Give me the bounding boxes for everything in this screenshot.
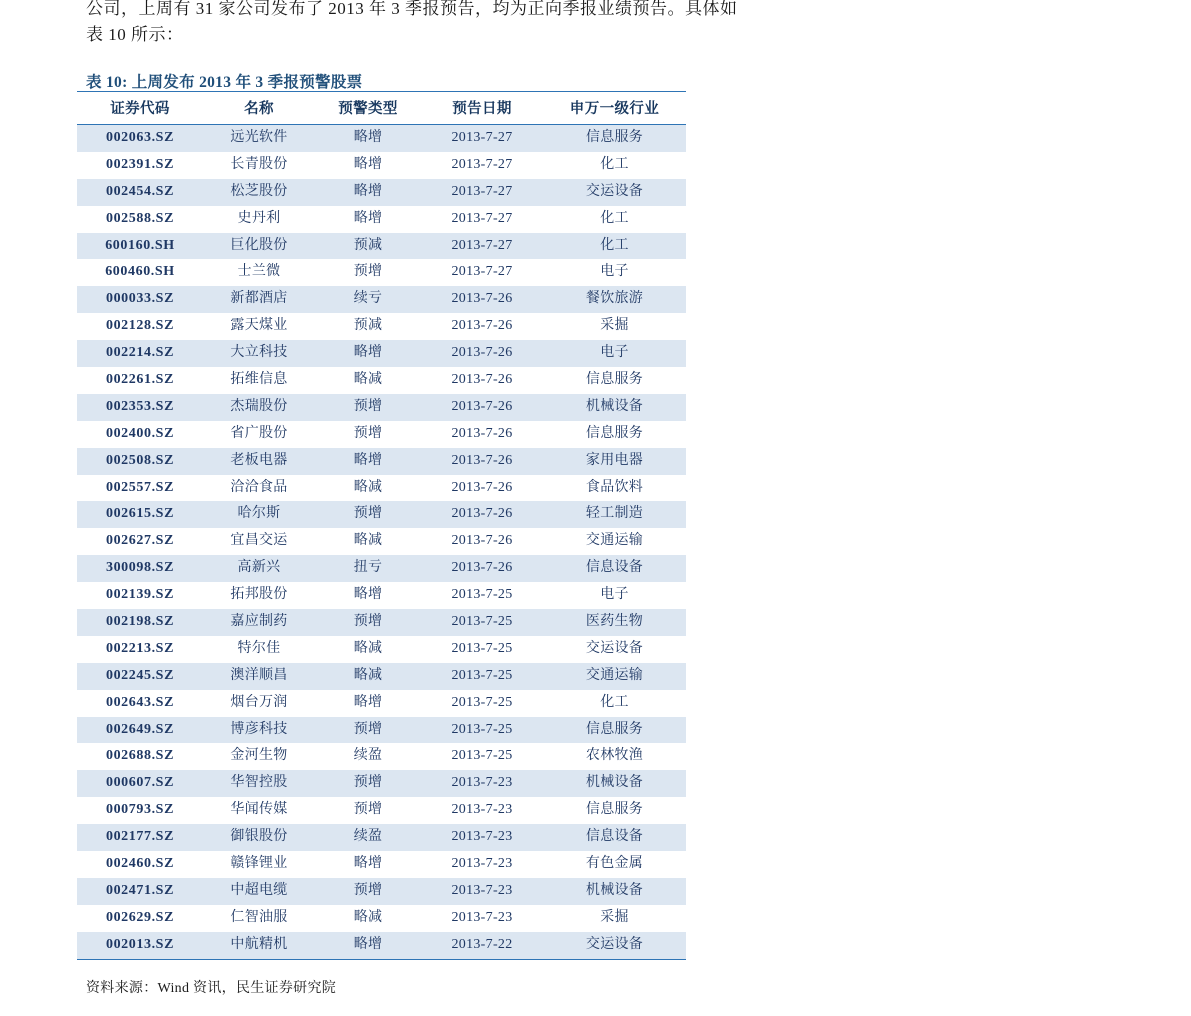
- cell-announce-date: 2013-7-26: [421, 313, 543, 340]
- cell-announce-date: 2013-7-26: [421, 528, 543, 555]
- cell-warning-type: 预增: [315, 394, 421, 421]
- cell-announce-date: 2013-7-23: [421, 878, 543, 905]
- cell-industry: 机械设备: [543, 770, 686, 797]
- cell-announce-date: 2013-7-27: [421, 206, 543, 233]
- cell-warning-type: 预增: [315, 717, 421, 744]
- cell-warning-type: 略增: [315, 340, 421, 367]
- cell-industry: 信息服务: [543, 717, 686, 744]
- cell-name: 露天煤业: [203, 313, 315, 340]
- table-row: [77, 367, 686, 394]
- cell-warning-type: 略减: [315, 905, 421, 932]
- cell-warning-type: 预增: [315, 259, 421, 286]
- table-row: [77, 501, 686, 528]
- cell-name: 洽洽食品: [203, 475, 315, 502]
- cell-announce-date: 2013-7-26: [421, 448, 543, 475]
- cell-announce-date: 2013-7-26: [421, 394, 543, 421]
- cell-warning-type: 略增: [315, 932, 421, 959]
- cell-industry: 化工: [543, 152, 686, 179]
- cell-name: 松芝股份: [203, 179, 315, 206]
- cell-code: 002649.SZ: [77, 717, 203, 744]
- table-row: [77, 475, 686, 502]
- table-row: [77, 797, 686, 824]
- cell-announce-date: 2013-7-26: [421, 340, 543, 367]
- cell-industry: 交运设备: [543, 636, 686, 663]
- cell-warning-type: 预减: [315, 313, 421, 340]
- cell-code: 002139.SZ: [77, 582, 203, 609]
- cell-warning-type: 预增: [315, 797, 421, 824]
- cell-warning-type: 略增: [315, 690, 421, 717]
- cell-industry: 机械设备: [543, 878, 686, 905]
- table-row: [77, 421, 686, 448]
- cell-name: 烟台万润: [203, 690, 315, 717]
- cell-industry: 化工: [543, 206, 686, 233]
- cell-announce-date: 2013-7-26: [421, 555, 543, 582]
- cell-name: 博彦科技: [203, 717, 315, 744]
- cell-announce-date: 2013-7-25: [421, 743, 543, 770]
- cell-announce-date: 2013-7-26: [421, 421, 543, 448]
- cell-warning-type: 略增: [315, 125, 421, 152]
- cell-announce-date: 2013-7-27: [421, 259, 543, 286]
- cell-industry: 机械设备: [543, 394, 686, 421]
- intro-paragraph-line-1: 公司，上周有 31 家公司发布了 2013 年 3 季报预告，均为正向季报业绩预告。具体如: [86, 0, 738, 18]
- cell-code: 002557.SZ: [77, 475, 203, 502]
- table-header-row: [77, 92, 686, 125]
- table-container: [77, 91, 686, 960]
- cell-name: 华闻传媒: [203, 797, 315, 824]
- cell-code: 300098.SZ: [77, 555, 203, 582]
- cell-industry: 交运设备: [543, 179, 686, 206]
- cell-warning-type: 扭亏: [315, 555, 421, 582]
- cell-warning-type: 预增: [315, 770, 421, 797]
- cell-announce-date: 2013-7-26: [421, 501, 543, 528]
- cell-industry: 家用电器: [543, 448, 686, 475]
- cell-industry: 信息服务: [543, 367, 686, 394]
- cell-code: 002508.SZ: [77, 448, 203, 475]
- cell-announce-date: 2013-7-27: [421, 152, 543, 179]
- cell-announce-date: 2013-7-26: [421, 475, 543, 502]
- cell-warning-type: 略增: [315, 152, 421, 179]
- table-row: [77, 743, 686, 770]
- cell-industry: 信息设备: [543, 555, 686, 582]
- cell-name: 拓邦股份: [203, 582, 315, 609]
- cell-announce-date: 2013-7-23: [421, 770, 543, 797]
- cell-industry: 采掘: [543, 313, 686, 340]
- cell-code: 002460.SZ: [77, 851, 203, 878]
- cell-industry: 信息服务: [543, 421, 686, 448]
- cell-code: 002063.SZ: [77, 125, 203, 152]
- cell-announce-date: 2013-7-26: [421, 367, 543, 394]
- cell-code: 600460.SH: [77, 259, 203, 286]
- table-row: [77, 582, 686, 609]
- cell-code: 002615.SZ: [77, 501, 203, 528]
- cell-name: 高新兴: [203, 555, 315, 582]
- cell-name: 赣锋锂业: [203, 851, 315, 878]
- table-row: [77, 609, 686, 636]
- column-header-warning-type: 预警类型: [315, 92, 421, 125]
- cell-warning-type: 略增: [315, 851, 421, 878]
- cell-name: 士兰微: [203, 259, 315, 286]
- table-row: [77, 770, 686, 797]
- cell-announce-date: 2013-7-25: [421, 717, 543, 744]
- cell-code: 002198.SZ: [77, 609, 203, 636]
- cell-industry: 农林牧渔: [543, 743, 686, 770]
- cell-name: 特尔佳: [203, 636, 315, 663]
- cell-warning-type: 预增: [315, 421, 421, 448]
- cell-announce-date: 2013-7-23: [421, 797, 543, 824]
- column-header-name: 名称: [203, 92, 315, 125]
- cell-warning-type: 略增: [315, 179, 421, 206]
- cell-name: 哈尔斯: [203, 501, 315, 528]
- cell-code: 000033.SZ: [77, 286, 203, 313]
- cell-announce-date: 2013-7-25: [421, 636, 543, 663]
- table-row: [77, 663, 686, 690]
- cell-industry: 餐饮旅游: [543, 286, 686, 313]
- cell-announce-date: 2013-7-25: [421, 609, 543, 636]
- cell-warning-type: 略减: [315, 367, 421, 394]
- cell-announce-date: 2013-7-25: [421, 663, 543, 690]
- cell-announce-date: 2013-7-27: [421, 179, 543, 206]
- cell-name: 仁智油服: [203, 905, 315, 932]
- cell-industry: 信息设备: [543, 824, 686, 851]
- table-row: [77, 636, 686, 663]
- cell-warning-type: 预增: [315, 878, 421, 905]
- table-row: [77, 824, 686, 851]
- table-row: [77, 717, 686, 744]
- cell-code: 002214.SZ: [77, 340, 203, 367]
- cell-warning-type: 续盈: [315, 743, 421, 770]
- cell-name: 新都酒店: [203, 286, 315, 313]
- cell-name: 华智控股: [203, 770, 315, 797]
- cell-name: 长青股份: [203, 152, 315, 179]
- cell-warning-type: 续亏: [315, 286, 421, 313]
- cell-code: 002400.SZ: [77, 421, 203, 448]
- cell-warning-type: 略增: [315, 206, 421, 233]
- cell-industry: 有色金属: [543, 851, 686, 878]
- cell-announce-date: 2013-7-27: [421, 233, 543, 260]
- cell-name: 老板电器: [203, 448, 315, 475]
- cell-warning-type: 续盈: [315, 824, 421, 851]
- cell-code: 600160.SH: [77, 233, 203, 260]
- cell-code: 002177.SZ: [77, 824, 203, 851]
- cell-code: 002353.SZ: [77, 394, 203, 421]
- table-row: [77, 286, 686, 313]
- cell-warning-type: 略减: [315, 663, 421, 690]
- cell-warning-type: 略减: [315, 475, 421, 502]
- cell-code: 002627.SZ: [77, 528, 203, 555]
- table-row: [77, 690, 686, 717]
- cell-industry: 食品饮料: [543, 475, 686, 502]
- table-row: [77, 259, 686, 286]
- cell-industry: 电子: [543, 340, 686, 367]
- cell-warning-type: 预减: [315, 233, 421, 260]
- column-header-industry: 申万一级行业: [543, 92, 686, 125]
- cell-industry: 交通运输: [543, 528, 686, 555]
- cell-warning-type: 略增: [315, 448, 421, 475]
- cell-industry: 交通运输: [543, 663, 686, 690]
- cell-name: 金河生物: [203, 743, 315, 770]
- cell-name: 宜昌交运: [203, 528, 315, 555]
- cell-name: 远光软件: [203, 125, 315, 152]
- stock-warning-table: [77, 91, 686, 960]
- source-note: 资料来源：Wind 资讯，民生证券研究院: [86, 981, 337, 996]
- cell-warning-type: 预增: [315, 501, 421, 528]
- cell-warning-type: 预增: [315, 609, 421, 636]
- cell-announce-date: 2013-7-22: [421, 932, 543, 959]
- cell-name: 杰瑞股份: [203, 394, 315, 421]
- cell-warning-type: 略增: [315, 582, 421, 609]
- intro-paragraph-line-2: 表 10 所示：: [86, 25, 184, 44]
- table-row: [77, 932, 686, 959]
- column-header-code: 证券代码: [77, 92, 203, 125]
- cell-industry: 信息服务: [543, 125, 686, 152]
- cell-announce-date: 2013-7-26: [421, 286, 543, 313]
- cell-announce-date: 2013-7-23: [421, 824, 543, 851]
- cell-industry: 采掘: [543, 905, 686, 932]
- cell-code: 002245.SZ: [77, 663, 203, 690]
- cell-warning-type: 略减: [315, 528, 421, 555]
- table-row: [77, 206, 686, 233]
- cell-announce-date: 2013-7-23: [421, 851, 543, 878]
- table-row: [77, 313, 686, 340]
- cell-code: 000793.SZ: [77, 797, 203, 824]
- table-row: [77, 179, 686, 206]
- table-row: [77, 878, 686, 905]
- table-row: [77, 448, 686, 475]
- cell-announce-date: 2013-7-27: [421, 125, 543, 152]
- cell-name: 史丹利: [203, 206, 315, 233]
- cell-name: 嘉应制药: [203, 609, 315, 636]
- cell-industry: 化工: [543, 233, 686, 260]
- cell-code: 002471.SZ: [77, 878, 203, 905]
- cell-code: 002588.SZ: [77, 206, 203, 233]
- cell-code: 002688.SZ: [77, 743, 203, 770]
- cell-industry: 轻工制造: [543, 501, 686, 528]
- table-row: [77, 905, 686, 932]
- cell-warning-type: 略减: [315, 636, 421, 663]
- cell-code: 002454.SZ: [77, 179, 203, 206]
- cell-industry: 交运设备: [543, 932, 686, 959]
- table-row: [77, 528, 686, 555]
- cell-code: 002013.SZ: [77, 932, 203, 959]
- table-body: [77, 125, 686, 960]
- cell-name: 御银股份: [203, 824, 315, 851]
- cell-name: 中超电缆: [203, 878, 315, 905]
- cell-name: 省广股份: [203, 421, 315, 448]
- table-row: [77, 851, 686, 878]
- cell-code: 000607.SZ: [77, 770, 203, 797]
- cell-code: 002629.SZ: [77, 905, 203, 932]
- cell-announce-date: 2013-7-23: [421, 905, 543, 932]
- cell-announce-date: 2013-7-25: [421, 582, 543, 609]
- table-row: [77, 125, 686, 152]
- cell-name: 巨化股份: [203, 233, 315, 260]
- cell-announce-date: 2013-7-25: [421, 690, 543, 717]
- cell-code: 002391.SZ: [77, 152, 203, 179]
- cell-name: 拓维信息: [203, 367, 315, 394]
- cell-name: 大立科技: [203, 340, 315, 367]
- table-row: [77, 233, 686, 260]
- table-row: [77, 340, 686, 367]
- cell-name: 澳洋顺昌: [203, 663, 315, 690]
- cell-industry: 化工: [543, 690, 686, 717]
- cell-industry: 信息服务: [543, 797, 686, 824]
- cell-code: 002128.SZ: [77, 313, 203, 340]
- table-row: [77, 394, 686, 421]
- cell-industry: 电子: [543, 259, 686, 286]
- cell-name: 中航精机: [203, 932, 315, 959]
- table-row: [77, 555, 686, 582]
- cell-industry: 医药生物: [543, 609, 686, 636]
- column-header-announce-date: 预告日期: [421, 92, 543, 125]
- table-caption: 表 10: 上周发布 2013 年 3 季报预警股票: [86, 74, 363, 91]
- table-row: [77, 152, 686, 179]
- cell-code: 002643.SZ: [77, 690, 203, 717]
- cell-industry: 电子: [543, 582, 686, 609]
- cell-code: 002213.SZ: [77, 636, 203, 663]
- cell-code: 002261.SZ: [77, 367, 203, 394]
